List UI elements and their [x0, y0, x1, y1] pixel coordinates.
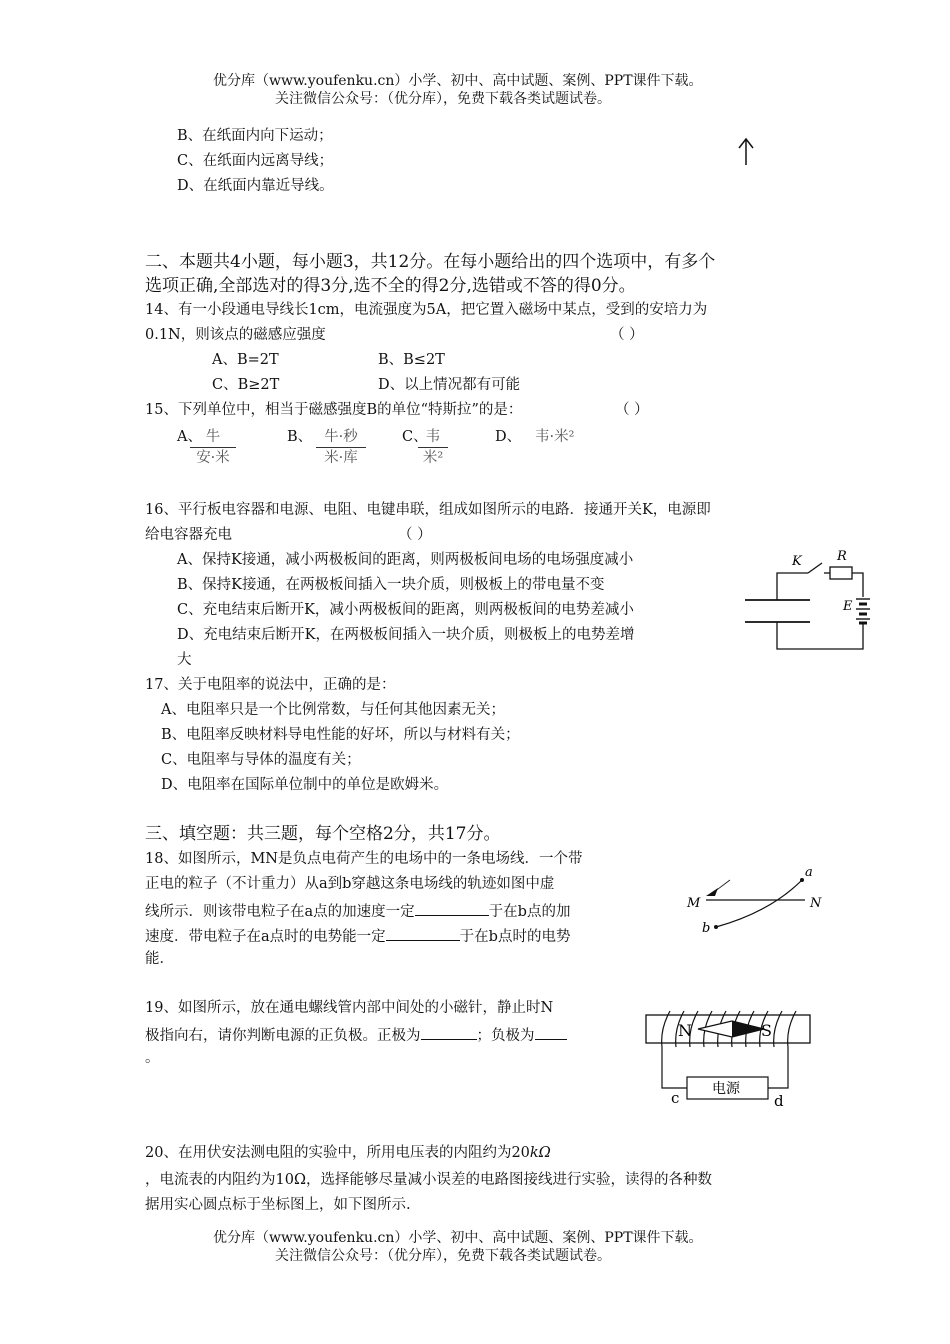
q15-option-b-label: B、 — [287, 429, 313, 445]
q15-option-a-fraction — [190, 427, 236, 468]
q18-line-3 — [145, 899, 570, 922]
q18-line-4a: 速度．带电粒子在a点时的电势能一定 — [145, 929, 386, 945]
q15-option-c-fraction — [418, 427, 448, 468]
q18-line-1: 18、如图所示，MN是负点电荷产生的电场中的一条电场线．一个带 — [145, 851, 583, 867]
section-2-title-line-1: 二、本题共4小题，每小题3，共12分。在每小题给出的四个选项中，有多个 — [145, 252, 716, 272]
q20-line-1 — [145, 1143, 551, 1163]
capacitor-circuit-diagram — [740, 545, 875, 657]
q15-option-b-denominator: 米·库 — [324, 450, 358, 466]
q18-blank-2[interactable] — [386, 924, 460, 941]
switch-k — [808, 563, 822, 573]
q18-blank-1[interactable] — [415, 899, 489, 916]
q17-option-d: D、电阻率在国际单位制中的单位是欧姆米。 — [161, 777, 449, 793]
q14-option-b: B、B≤2T — [378, 352, 445, 368]
q15-line-1: 15、下列单位中，相当于磁感强度B的单位“特斯拉”的是： — [145, 402, 523, 418]
q20-unit-kohm: kΩ — [529, 1145, 551, 1161]
q15-option-a-numerator: 牛 — [205, 429, 221, 445]
q16-option-c: C、充电结束后断开K，减小两极板间的距离，则两极板间的电势差减小 — [177, 602, 634, 618]
particle-trajectory — [716, 880, 802, 927]
q15-option-d-label: D、 — [495, 429, 522, 445]
q20-unit-ohm: Ω — [293, 1172, 306, 1188]
q15-option-b-fraction — [316, 427, 366, 468]
q19-blank-positive[interactable] — [421, 1023, 477, 1040]
q18-line-3b: 于在b点的加 — [488, 904, 571, 920]
q14-option-c: C、B≥2T — [212, 377, 280, 393]
q15-answer-paren: （ ） — [615, 402, 649, 418]
fig16-r-label: R — [837, 549, 847, 564]
q19-line-2 — [145, 1023, 567, 1046]
q16-option-b: B、保持K接通，在两极板间插入一块介质，则极板上的带电量不变 — [177, 577, 605, 593]
q18-line-2: 正电的粒子（不计重力）从a到b穿越这条电场线的轨迹如图中虚 — [145, 876, 555, 892]
section-2-title-line-2: 选项正确,全部选对的得3分,选不全的得2分,选错或不答的得0分。 — [145, 276, 636, 296]
prev-option-d: D、在纸面内靠近导线。 — [177, 178, 334, 194]
q18-line-4 — [145, 924, 570, 947]
q20-line-2b: ，选择能够尽量减小误差的电路图接线进行实验，读得的各种数 — [305, 1172, 712, 1188]
q14-answer-paren: （ ） — [610, 327, 644, 343]
fig19-c-label: c — [671, 1089, 680, 1107]
battery-e — [856, 599, 870, 623]
q15-option-c-label: C、 — [402, 429, 428, 445]
q20-line-1-text: 20、在用伏安法测电阻的实验中，所用电压表的内阻约为20 — [145, 1145, 530, 1161]
fig16-k-label: K — [792, 554, 802, 569]
fig19-s-label: S — [761, 1021, 772, 1040]
q17-line-1: 17、关于电阻率的说法中，正确的是： — [145, 677, 396, 693]
q17-option-a: A、电阻率只是一个比例常数，与任何其他因素无关； — [161, 702, 505, 718]
fig19-source-label: 电源 — [712, 1081, 740, 1097]
q20-line-3: 据用实心圆点标于坐标图上，如下图所示. — [145, 1197, 411, 1213]
point-a — [800, 878, 804, 882]
footer-line-1: 优分库（www.youfenku.cn）小学、初中、高中试题、案例、PPT课件下载。 — [213, 1230, 703, 1246]
fig18-n-label: N — [810, 896, 822, 911]
q19-line-2b: ；负极为 — [476, 1028, 535, 1044]
prev-option-b: B、在纸面内向下运动； — [177, 128, 333, 144]
header-line-2: 关注微信公众号：（优分库），免费下载各类试题试卷。 — [275, 91, 611, 107]
q16-option-d: D、充电结束后断开K，在两极板间插入一块介质，则极板上的电势差增 — [177, 627, 635, 643]
q16-answer-paren: （ ） — [398, 527, 432, 543]
fig19-n-label: N — [678, 1021, 692, 1040]
q15-option-d-value: 韦·米² — [535, 429, 575, 445]
q16-line-2: 给电容器充电 — [145, 527, 232, 543]
fig18-b-label: b — [702, 921, 711, 936]
q17-option-c: C、电阻率与导体的温度有关； — [161, 752, 361, 768]
header-line-1: 优分库（www.youfenku.cn）小学、初中、高中试题、案例、PPT课件下载。 — [213, 73, 703, 89]
section-3-title: 三、填空题：共三题，每个空格2分，共17分。 — [145, 824, 501, 844]
q19-line-3: 。 — [145, 1050, 160, 1066]
solenoid-diagram — [640, 1005, 815, 1110]
fig16-e-label: E — [843, 599, 853, 614]
q19-line-2a: 极指向右，请你判断电源的正负极。正极为 — [145, 1028, 421, 1044]
prev-option-c: C、在纸面内远离导线； — [177, 153, 334, 169]
point-b — [714, 925, 718, 929]
q15-option-a-denominator: 安·米 — [196, 450, 230, 466]
q14-line-1: 14、有一小段通电导线长1cm，电流强度为5A，把它置入磁场中某点，受到的安培力为 — [145, 302, 708, 318]
q14-option-a: A、B=2T — [212, 352, 279, 368]
field-direction-arrow-icon — [706, 888, 718, 896]
fig18-m-label: M — [687, 896, 701, 911]
up-arrow-icon — [736, 137, 756, 167]
q16-option-d-cont: 大 — [177, 652, 192, 668]
q20-line-2a: ，电流表的内阻约为10 — [145, 1172, 294, 1188]
q18-line-5: 能． — [145, 951, 174, 967]
q19-blank-negative[interactable] — [535, 1023, 567, 1040]
q14-line-2: 0.1N，则该点的磁感应强度 — [145, 327, 326, 343]
q15-option-c-denominator: 米² — [422, 450, 444, 466]
q17-option-b: B、电阻率反映材料导电性能的好坏，所以与材料有关； — [161, 727, 520, 743]
fig19-d-label: d — [774, 1092, 784, 1110]
q16-line-1: 16、平行板电容器和电源、电阻、电键串联，组成如图所示的电路．接通开关K，电源即 — [145, 502, 711, 518]
q18-line-4b: 于在b点时的电势 — [459, 929, 571, 945]
q15-option-c-numerator: 韦 — [425, 429, 441, 445]
footer-line-2: 关注微信公众号：（优分库），免费下载各类试题试卷。 — [275, 1248, 611, 1264]
q20-line-2 — [145, 1170, 712, 1190]
q14-option-d: D、以上情况都有可能 — [378, 377, 521, 393]
resistor-r — [830, 567, 852, 579]
q18-line-3a: 线所示．则该带电粒子在a点的加速度一定 — [145, 904, 415, 920]
q16-option-a: A、保持K接通，减小两极板间的距离，则两极板间电场的电场强度减小 — [177, 552, 634, 568]
electric-field-line-diagram — [680, 862, 830, 942]
q15-option-b-numerator: 牛·秒 — [324, 429, 358, 445]
q15-option-a-label: A、 — [177, 429, 202, 445]
fig18-a-label: a — [805, 865, 813, 880]
q19-line-1: 19、如图所示，放在通电螺线管内部中间处的小磁针，静止时N — [145, 1000, 554, 1016]
